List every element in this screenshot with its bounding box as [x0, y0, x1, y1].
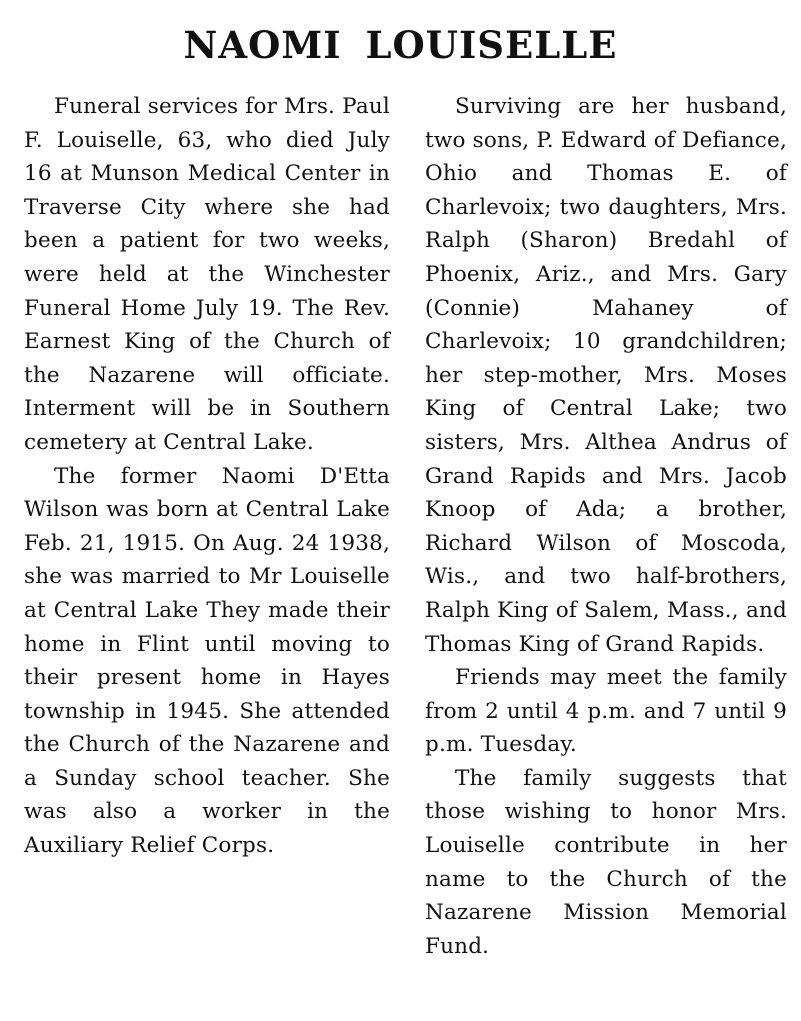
paragraph-memorial: The family suggests that those wishing to honor Mrs. Louiselle contribute in her name to the Church of the Nazarene Mission Memorial Fund.: [425, 765, 787, 959]
paragraph-survivors: Surviving are her husband, two sons, P. Edward of Defiance, Ohio and Thomas E. of Charlevoix; two daughters, Mrs. Ralph (Sharon) Bredahl of Phoenix, Ariz., and Mrs. Gary (Connie) Mahaney of Charlevoix; 10 grandchildren; her step-mother, Mrs. Moses King of Central Lake; two sisters, Mrs. Althea Andrus of Grand Rapids and Mrs. Jacob Knoop of Ada; a brother, Richard Wilson of Moscoda, Wis., and two half-brothers, Ralph King of Salem, Mass., and Thomas King of Grand Rapids.: [425, 94, 787, 657]
right-column: [425, 90, 787, 963]
paragraph-biography: The former Naomi D'Etta Wilson was born at Central Lake Feb. 21, 1915. On Aug. 24 1938, she was married to Mr Louiselle at Central Lake They made their home in Flint until moving to their present home in Hayes township in 1945. She attended the Church of the Nazarene and a Sunday school teacher. She was also a worker in the Auxiliary Relief Corps.: [24, 463, 390, 859]
paragraph-funeral-services: Funeral services for Mrs. Paul F. Louiselle, 63, who died July 16 at Munson Medical Center in Traverse City where she had been a patient for two weeks, were held at the Winchester Funeral Home July 19. The Rev. Earnest King of the Church of the Nazarene will officiate. Interment will be in Southern cemetery at Central Lake.: [24, 94, 390, 455]
paragraph-visitation: Friends may meet the family from 2 until 4 p.m. and 7 until 9 p.m. Tuesday.: [425, 665, 787, 758]
left-column: [24, 90, 390, 863]
obituary-headline: NAOMI LOUISELLE: [183, 23, 618, 67]
